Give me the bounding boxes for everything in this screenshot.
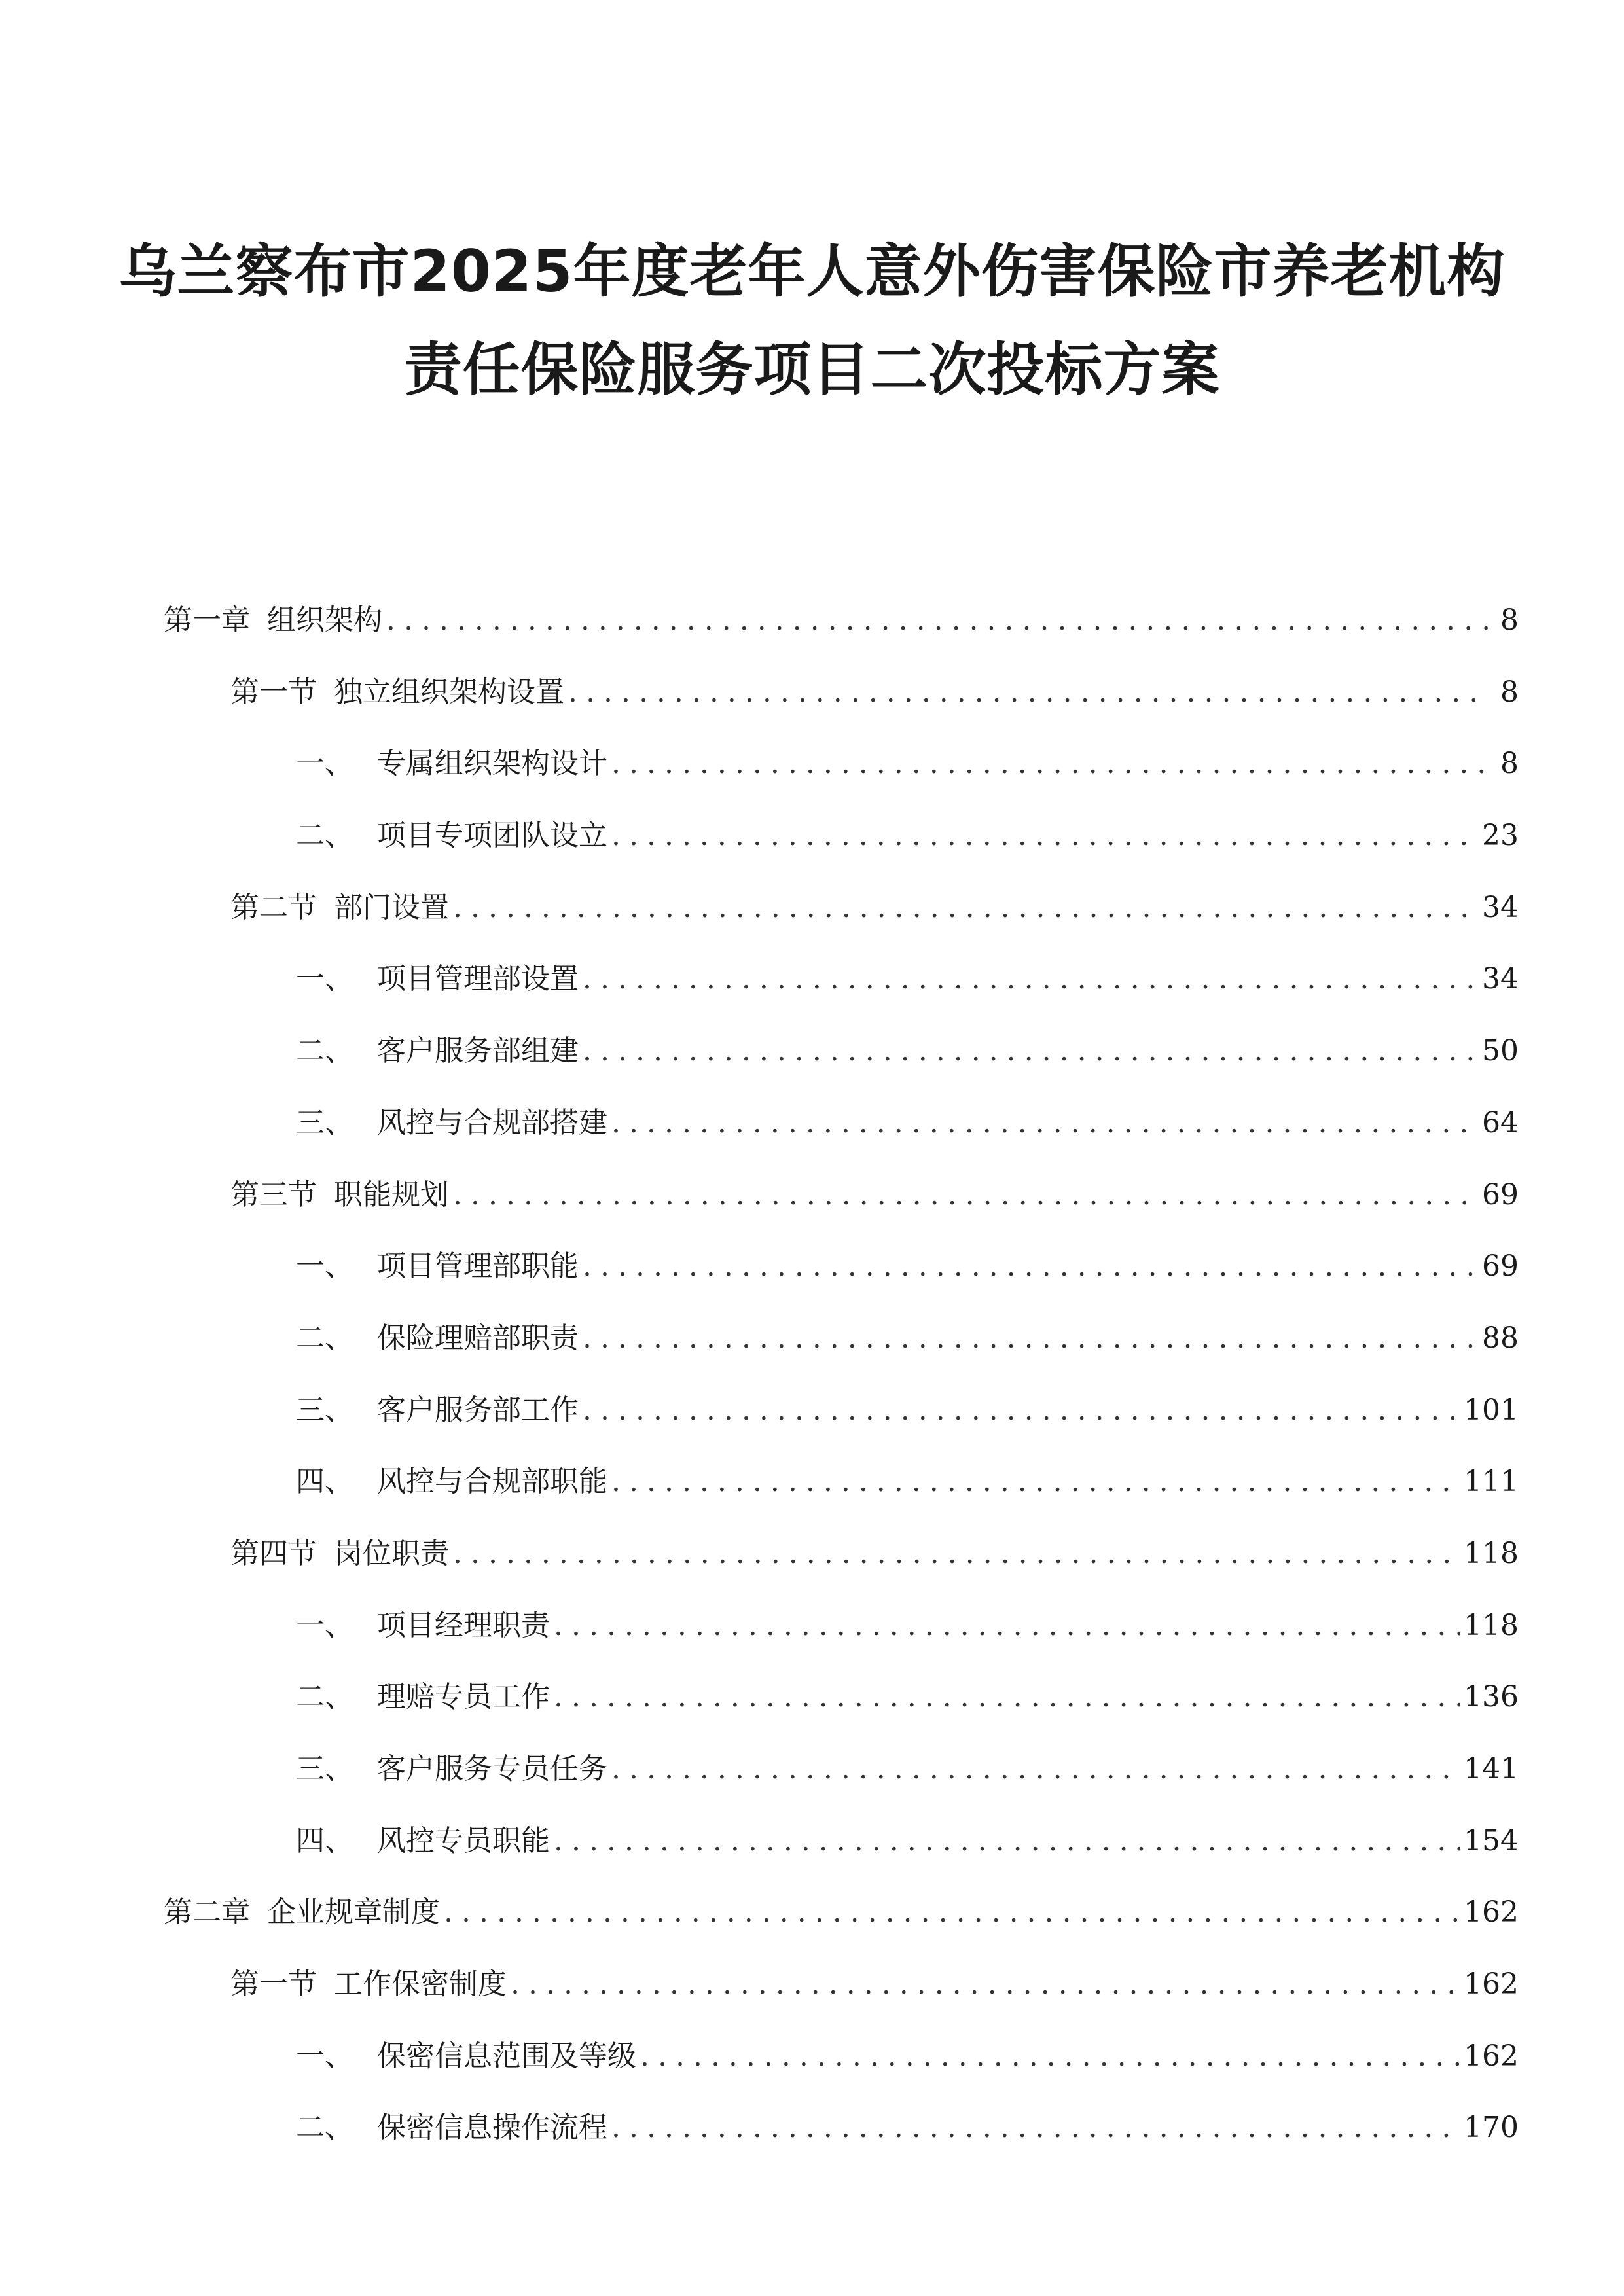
toc-entry-number: 一、 (296, 2039, 353, 2073)
toc-page-number: 8 (1500, 675, 1519, 709)
title-line-2: 责任保险服务项目二次投标方案 (404, 336, 1220, 403)
toc-entry-label: 风控专员职能 (377, 1823, 550, 1857)
toc-entry[interactable] (164, 1103, 1519, 1175)
toc-entry-label: 项目管理部职能 (377, 1249, 579, 1283)
toc-entry[interactable] (164, 1821, 1519, 1893)
toc-dot-leader (444, 1893, 1460, 1932)
toc-entry-title (296, 1606, 550, 1645)
toc-entry-number: 一、 (296, 1249, 353, 1283)
toc-dot-leader (611, 1749, 1460, 1789)
toc-entry-number: 一、 (296, 747, 353, 781)
toc-entry-number: 第三节 (230, 1177, 317, 1211)
toc-entry-title (296, 1462, 607, 1501)
toc-page-number: 141 (1464, 1752, 1519, 1785)
toc-entry-title (296, 1677, 550, 1717)
toc-dot-leader (611, 1103, 1478, 1143)
toc-entry[interactable] (164, 601, 1519, 673)
toc-entry-title (230, 1175, 449, 1215)
toc-page-number: 88 (1482, 1321, 1519, 1355)
toc-entry-label: 专属组织架构设计 (377, 747, 607, 781)
toc-entry-label: 职能规划 (334, 1177, 449, 1211)
toc-entry-label: 独立组织架构设置 (334, 675, 564, 709)
toc-dot-leader (583, 1247, 1478, 1286)
toc-dot-leader (554, 1677, 1460, 1717)
toc-entry-number: 二、 (296, 1034, 353, 1068)
toc-entry-label: 风控与合规部搭建 (377, 1105, 607, 1139)
toc-entry-label: 客户服务部工作 (377, 1393, 579, 1427)
toc-entry[interactable] (164, 673, 1519, 745)
toc-entry-number: 第四节 (230, 1536, 317, 1570)
toc-entry-number: 四、 (296, 1823, 353, 1857)
toc-dot-leader (611, 744, 1489, 783)
toc-entry-number: 三、 (296, 1393, 353, 1427)
toc-dot-leader (554, 1821, 1460, 1861)
toc-entry[interactable] (164, 1247, 1519, 1319)
toc-entry-title (296, 1391, 579, 1430)
toc-entry-label: 项目管理部设置 (377, 962, 579, 996)
toc-entry[interactable] (164, 2108, 1519, 2180)
toc-dot-leader (453, 1534, 1460, 1573)
toc-dot-leader (386, 601, 1489, 640)
toc-entry-title (296, 1821, 550, 1861)
toc-entry[interactable] (164, 1893, 1519, 1965)
toc-entry-title (296, 2108, 607, 2147)
toc-dot-leader (453, 888, 1478, 927)
toc-entry[interactable] (164, 1606, 1519, 1678)
toc-page-number: 136 (1464, 1680, 1519, 1714)
toc-entry[interactable] (164, 1391, 1519, 1463)
toc-entry[interactable] (164, 1319, 1519, 1391)
toc-entry-title (296, 1103, 607, 1143)
toc-entry-label: 客户服务专员任务 (377, 1752, 607, 1785)
toc-dot-leader (583, 1319, 1478, 1358)
toc-entry-title (164, 601, 382, 640)
toc-entry-label: 项目专项团队设立 (377, 819, 607, 853)
toc-entry-title (296, 1749, 607, 1789)
toc-entry-number: 四、 (296, 1465, 353, 1499)
toc-entry-label: 岗位职责 (334, 1536, 449, 1570)
toc-entry-title (296, 744, 607, 783)
toc-entry-label: 部门设置 (334, 890, 449, 924)
toc-entry-title (230, 1534, 449, 1573)
document-title (79, 223, 1545, 419)
toc-dot-leader (583, 960, 1478, 999)
toc-page-number: 162 (1464, 2039, 1519, 2073)
toc-entry-number: 二、 (296, 2111, 353, 2145)
toc-entry-label: 保密信息操作流程 (377, 2111, 607, 2145)
toc-entry[interactable] (164, 1677, 1519, 1749)
toc-page-number: 50 (1482, 1034, 1519, 1068)
toc-entry-label: 理赔专员工作 (377, 1680, 550, 1714)
toc-entry-label: 风控与合规部职能 (377, 1465, 607, 1499)
toc-dot-leader (611, 1462, 1460, 1501)
toc-dot-leader (511, 1965, 1460, 2004)
toc-entry-label: 保险理赔部职责 (377, 1321, 579, 1355)
toc-entry-label: 客户服务部组建 (377, 1034, 579, 1068)
toc-entry-label: 项目经理职责 (377, 1608, 550, 1642)
toc-entry-title (296, 960, 579, 999)
toc-entry-label: 组织架构 (267, 603, 382, 637)
toc-page-number: 162 (1464, 1967, 1519, 2001)
toc-dot-leader (611, 816, 1478, 855)
toc-page-number: 170 (1464, 2111, 1519, 2145)
toc-entry-number: 二、 (296, 1321, 353, 1355)
toc-entry-title (296, 1319, 579, 1358)
toc-page-number: 34 (1482, 890, 1519, 924)
title-line-1: 乌兰察布市2025年度老年人意外伤害保险市养老机构 (118, 238, 1506, 305)
toc-entry-number: 第一节 (230, 675, 317, 709)
toc-entry-number: 一、 (296, 962, 353, 996)
toc-entry-number: 第二节 (230, 890, 317, 924)
toc-page-number: 23 (1482, 819, 1519, 853)
toc-entry[interactable] (164, 744, 1519, 816)
toc-page-number: 34 (1482, 962, 1519, 996)
toc-entry[interactable] (164, 1031, 1519, 1103)
toc-entry[interactable] (164, 1462, 1519, 1534)
toc-page-number: 101 (1464, 1393, 1519, 1427)
toc-entry-number: 第二章 (164, 1895, 250, 1929)
toc-page-number: 111 (1464, 1465, 1519, 1499)
toc-dot-leader (583, 1031, 1478, 1071)
toc-entry-label: 工作保密制度 (334, 1967, 507, 2001)
toc-entry-number: 三、 (296, 1752, 353, 1785)
toc-entry-number: 第一节 (230, 1967, 317, 2001)
toc-dot-leader (568, 673, 1489, 712)
toc-entry-title (164, 1893, 440, 1932)
toc-entry-number: 三、 (296, 1105, 353, 1139)
toc-page-number: 8 (1500, 603, 1519, 637)
toc-entry[interactable] (164, 816, 1519, 888)
toc-entry[interactable] (164, 1534, 1519, 1606)
toc-page-number: 8 (1500, 747, 1519, 781)
toc-entry[interactable] (164, 960, 1519, 1031)
toc-page-number: 69 (1482, 1177, 1519, 1211)
toc-dot-leader (453, 1175, 1478, 1215)
toc-entry[interactable] (164, 1749, 1519, 1821)
toc-entry-number: 一、 (296, 1608, 353, 1642)
toc-entry-title (296, 1031, 579, 1071)
toc-page-number: 162 (1464, 1895, 1519, 1929)
toc-page-number: 154 (1464, 1823, 1519, 1857)
toc-entry[interactable] (164, 1965, 1519, 2037)
toc-entry-title (230, 888, 449, 927)
toc-entry-number: 第一章 (164, 603, 250, 637)
toc-entry[interactable] (164, 2037, 1519, 2109)
toc-entry[interactable] (164, 1175, 1519, 1247)
toc-dot-leader (554, 1606, 1460, 1645)
toc-entry-title (230, 673, 564, 712)
table-of-contents (164, 601, 1519, 2180)
toc-entry-title (230, 1965, 507, 2004)
toc-page-number: 69 (1482, 1249, 1519, 1283)
toc-page-number: 118 (1464, 1536, 1519, 1570)
toc-entry-label: 保密信息范围及等级 (377, 2039, 636, 2073)
toc-entry[interactable] (164, 888, 1519, 960)
toc-page-number: 64 (1482, 1105, 1519, 1139)
toc-entry-title (296, 1247, 579, 1286)
toc-dot-leader (640, 2037, 1460, 2076)
toc-entry-label: 企业规章制度 (267, 1895, 440, 1929)
toc-page-number: 118 (1464, 1608, 1519, 1642)
toc-entry-title (296, 2037, 636, 2076)
toc-entry-number: 二、 (296, 819, 353, 853)
toc-entry-number: 二、 (296, 1680, 353, 1714)
toc-dot-leader (611, 2108, 1460, 2147)
toc-dot-leader (583, 1391, 1460, 1430)
toc-entry-title (296, 816, 607, 855)
